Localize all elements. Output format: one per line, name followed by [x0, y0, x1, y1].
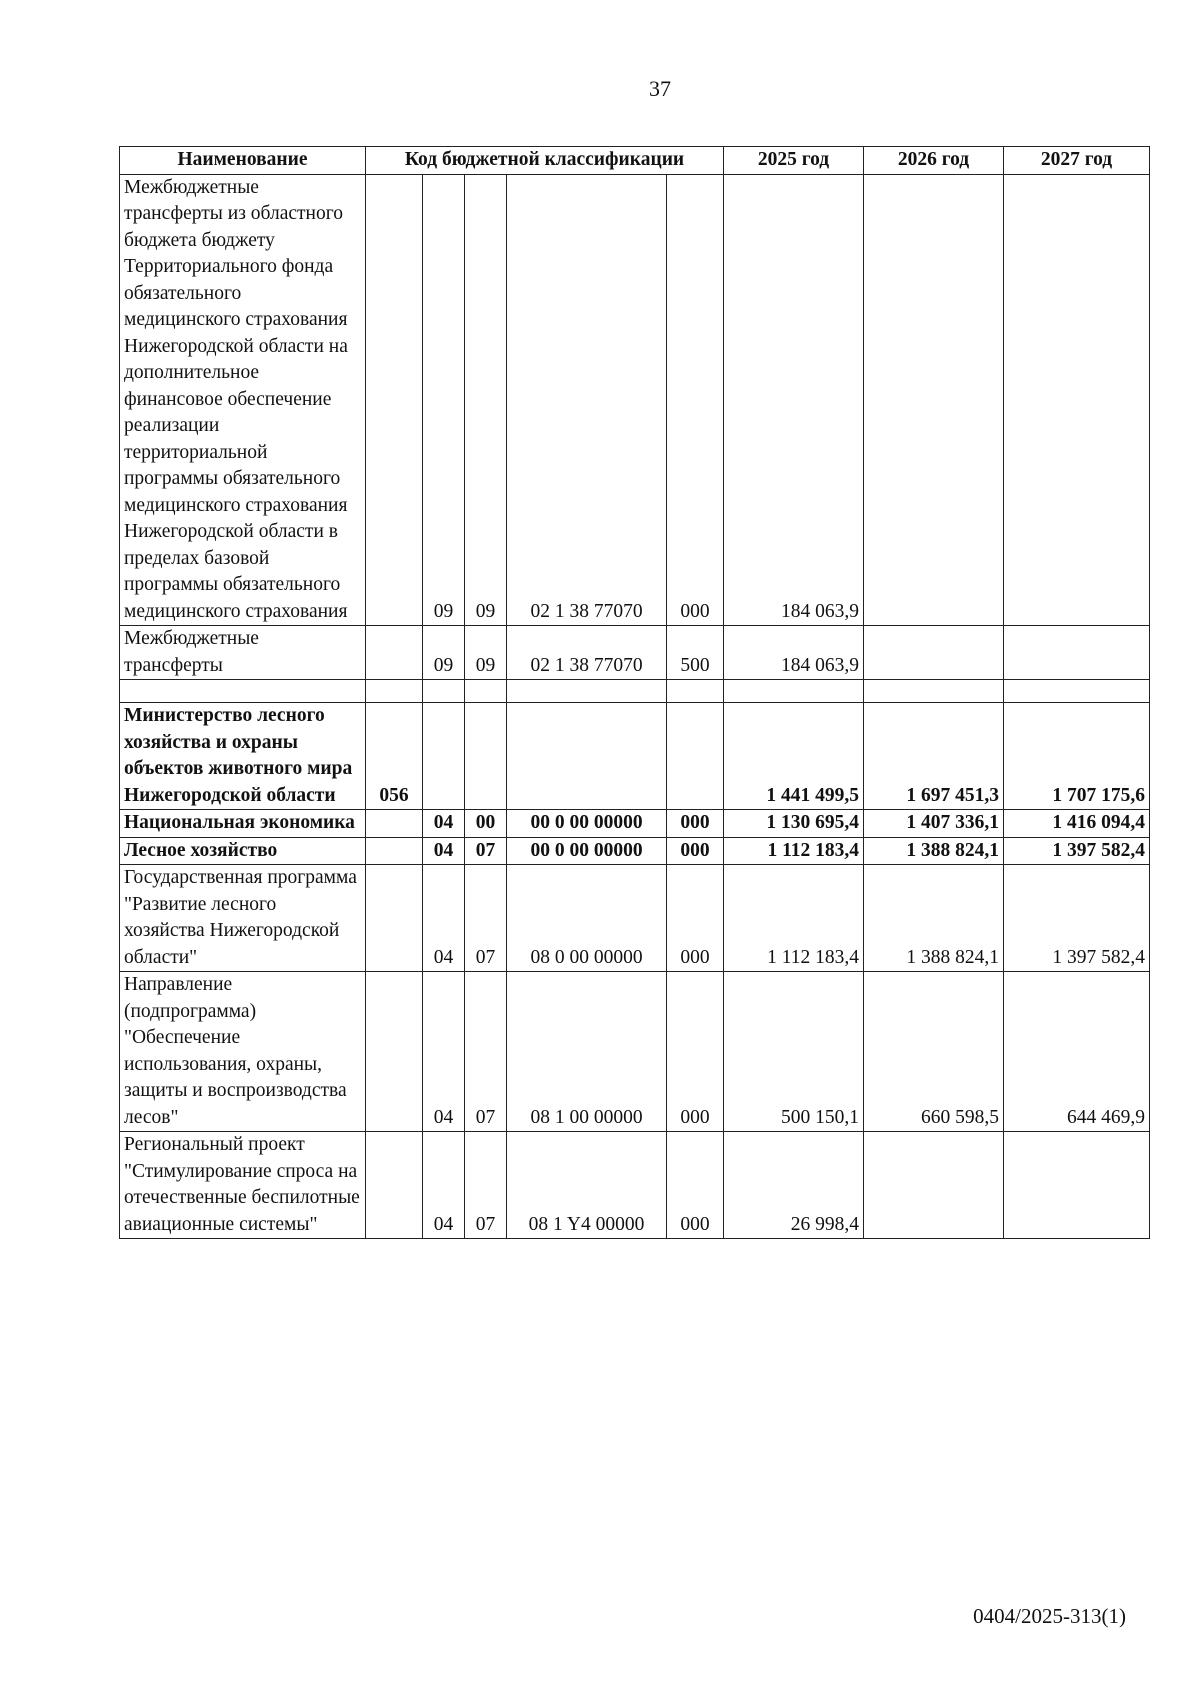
- cell-section: 09: [423, 626, 465, 680]
- cell-2025: 1 112 183,4: [724, 865, 864, 972]
- cell-target-article: 08 1 00 00000: [507, 972, 667, 1132]
- empty-cell: [465, 680, 507, 703]
- cell-name: Межбюджетные трансферты из областного бюджета бюджету Территориального фонда обязательного медицинского страхования Нижегородской области на дополнительное финансовое обеспечение реализации территориальной программы обязательного медицинского страхования Нижегородской области в пределах базовой программы обязательного медицинского страхования: [120, 174, 366, 626]
- cell-2025: 1 441 499,5: [724, 703, 864, 810]
- header-2026: 2026 год: [864, 147, 1004, 175]
- cell-2026: [864, 174, 1004, 626]
- cell-section: [423, 703, 465, 810]
- cell-expense-type: 000: [667, 174, 724, 626]
- cell-section: 04: [423, 1132, 465, 1239]
- table-row: [120, 865, 1150, 972]
- cell-ved: [366, 174, 423, 626]
- cell-ved: 056: [366, 703, 423, 810]
- cell-expense-type: 000: [667, 810, 724, 838]
- cell-2027: 1 416 094,4: [1004, 810, 1150, 838]
- empty-cell: [366, 680, 423, 703]
- cell-ved: [366, 810, 423, 838]
- cell-expense-type: [667, 703, 724, 810]
- cell-section: 04: [423, 972, 465, 1132]
- cell-name: Региональный проект "Стимулирование спроса на отечественные беспилотные авиационные системы": [120, 1132, 366, 1239]
- budget-table: [119, 146, 1150, 1239]
- cell-ved: [366, 1132, 423, 1239]
- cell-2025: 26 998,4: [724, 1132, 864, 1239]
- cell-2026: 1 697 451,3: [864, 703, 1004, 810]
- header-name: Наименование: [120, 147, 366, 175]
- cell-target-article: 02 1 38 77070: [507, 626, 667, 680]
- cell-2026: [864, 1132, 1004, 1239]
- cell-subsection: [465, 703, 507, 810]
- table-row: [120, 174, 1150, 626]
- cell-target-article: 00 0 00 00000: [507, 810, 667, 838]
- cell-section: 04: [423, 865, 465, 972]
- cell-name: Межбюджетные трансферты: [120, 626, 366, 680]
- table-row: [120, 626, 1150, 680]
- table-body: [120, 174, 1150, 1239]
- cell-target-article: 02 1 38 77070: [507, 174, 667, 626]
- cell-2026: 1 388 824,1: [864, 865, 1004, 972]
- empty-cell: [120, 680, 366, 703]
- cell-subsection: 07: [465, 972, 507, 1132]
- empty-cell: [423, 680, 465, 703]
- table-header-row: [120, 147, 1150, 175]
- cell-target-article: 00 0 00 00000: [507, 837, 667, 865]
- cell-expense-type: 000: [667, 972, 724, 1132]
- cell-2027: 1 397 582,4: [1004, 865, 1150, 972]
- cell-subsection: 07: [465, 1132, 507, 1239]
- table-row: [120, 837, 1150, 865]
- cell-name: Направление (подпрограмма) "Обеспечение использования, охраны, защиты и воспроизводства лесов": [120, 972, 366, 1132]
- cell-expense-type: 500: [667, 626, 724, 680]
- document-id: 0404/2025-313(1): [973, 1604, 1126, 1628]
- cell-section: 04: [423, 810, 465, 838]
- cell-subsection: 07: [465, 865, 507, 972]
- empty-cell: [667, 680, 724, 703]
- cell-2026: 1 407 336,1: [864, 810, 1004, 838]
- page-number: 37: [649, 76, 671, 101]
- cell-2027: 1 707 175,6: [1004, 703, 1150, 810]
- table-row: [120, 1132, 1150, 1239]
- cell-ved: [366, 972, 423, 1132]
- cell-ved: [366, 626, 423, 680]
- cell-name: Государственная программа "Развитие лесного хозяйства Нижегородской области": [120, 865, 366, 972]
- cell-subsection: 09: [465, 626, 507, 680]
- cell-2026: 1 388 824,1: [864, 837, 1004, 865]
- cell-2025: 184 063,9: [724, 174, 864, 626]
- cell-subsection: 09: [465, 174, 507, 626]
- cell-expense-type: 000: [667, 865, 724, 972]
- cell-target-article: 08 0 00 00000: [507, 865, 667, 972]
- cell-expense-type: 000: [667, 1132, 724, 1239]
- spacer-row: [120, 680, 1150, 703]
- cell-2027: 644 469,9: [1004, 972, 1150, 1132]
- cell-2025: 184 063,9: [724, 626, 864, 680]
- cell-2027: [1004, 174, 1150, 626]
- header-code: Код бюджетной классификации: [366, 147, 724, 175]
- cell-target-article: 08 1 Y4 00000: [507, 1132, 667, 1239]
- empty-cell: [1004, 680, 1150, 703]
- cell-subsection: 07: [465, 837, 507, 865]
- cell-ved: [366, 837, 423, 865]
- cell-expense-type: 000: [667, 837, 724, 865]
- cell-target-article: [507, 703, 667, 810]
- cell-section: 04: [423, 837, 465, 865]
- cell-2025: 1 130 695,4: [724, 810, 864, 838]
- header-2025: 2025 год: [724, 147, 864, 175]
- empty-cell: [724, 680, 864, 703]
- header-2027: 2027 год: [1004, 147, 1150, 175]
- cell-2027: [1004, 626, 1150, 680]
- empty-cell: [507, 680, 667, 703]
- table-row: [120, 810, 1150, 838]
- cell-2026: 660 598,5: [864, 972, 1004, 1132]
- cell-2025: 1 112 183,4: [724, 837, 864, 865]
- cell-2026: [864, 626, 1004, 680]
- cell-name: Национальная экономика: [120, 810, 366, 838]
- cell-name: Лесное хозяйство: [120, 837, 366, 865]
- cell-subsection: 00: [465, 810, 507, 838]
- cell-section: 09: [423, 174, 465, 626]
- cell-2027: 1 397 582,4: [1004, 837, 1150, 865]
- cell-2027: [1004, 1132, 1150, 1239]
- table-row: [120, 703, 1150, 810]
- cell-2025: 500 150,1: [724, 972, 864, 1132]
- table-row: [120, 972, 1150, 1132]
- cell-name: Министерство лесного хозяйства и охраны объектов животного мира Нижегородской области: [120, 703, 366, 810]
- cell-ved: [366, 865, 423, 972]
- empty-cell: [864, 680, 1004, 703]
